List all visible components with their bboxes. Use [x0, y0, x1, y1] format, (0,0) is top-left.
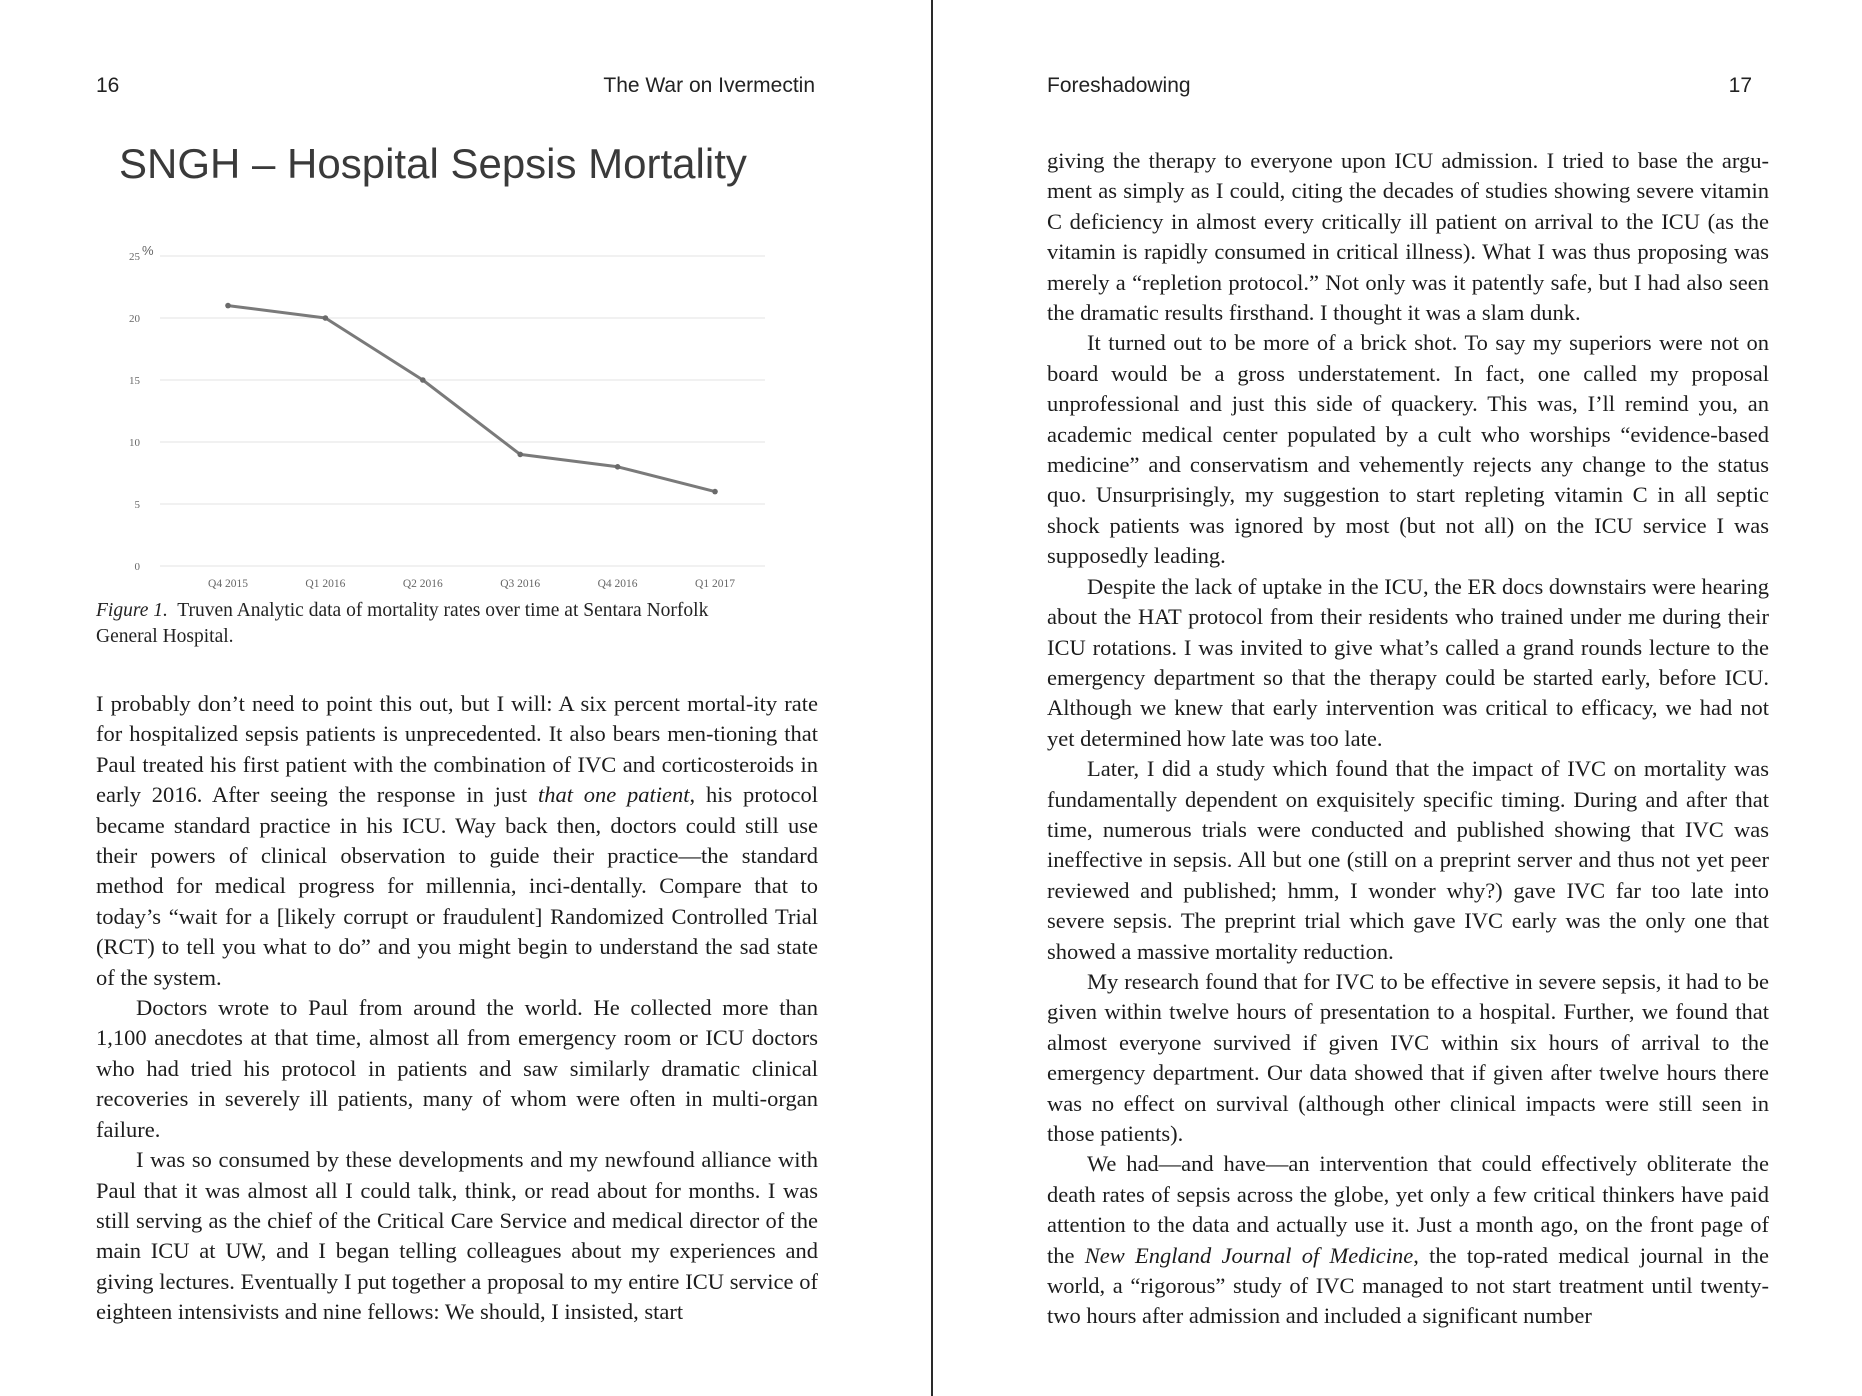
running-head-left [0, 74, 930, 104]
data-series-line [228, 306, 715, 492]
x-tick-label: Q1 2016 [305, 578, 346, 590]
running-head-right [933, 74, 1862, 104]
data-point [323, 315, 329, 321]
x-tick-label: Q3 2016 [500, 578, 541, 590]
x-tick-label: Q2 2016 [402, 578, 443, 590]
data-point [712, 489, 718, 495]
paragraph: Later, I did a study which found that the impact of IVC on mortality was fundamentally dependent on exquisitely specific timing. During and after that time, numerous trials were conducted and published showing that IVC was ineffective in sepsis. All but one (still on a preprint server and thus not yet peer reviewed and published; hmm, I wonder why?) gave IVC far too late into severe sepsis. The preprint trial which gave IVC early was the only one that showed a massive mortality reduction. [1047, 756, 1769, 964]
running-title: Foreshadowing [1047, 74, 1191, 97]
y-tick-label: 10 [129, 437, 140, 449]
mortality-line-chart [120, 228, 780, 594]
paragraph: My research found that for IVC to be effective in severe sepsis, it had to be given within twelve hours of presentation to a hospital. Further, we found that almost everyone survived if given IVC within six hours of arrival to the emergency department. Our data showed that if given after twelve hours there was no effect on survival (although other clinical impacts were still seen in those patients). [1047, 968, 1769, 1146]
emphasis-text: that one patient [537, 782, 690, 808]
y-tick-label: 25 [129, 251, 140, 263]
paragraph: Despite the lack of uptake in the ICU, the ER docs downstairs were hearing about the HAT protocol from their residents who trained under me during their ICU rotations. I was invited to give what’s called a grand rounds lecture to the emergency department so that the therapy could be started early, before ICU. Although we knew that early intervention was critical to efficacy, we had not yet determined how late was too late. [1047, 573, 1769, 751]
data-point [517, 452, 523, 458]
body-text-right [1047, 146, 1769, 1332]
data-point [225, 303, 231, 309]
paragraph [1047, 1149, 1769, 1331]
emphasis-text: New England Journal of Medicine [1084, 1242, 1414, 1268]
figure-caption-text: Truven Analytic data of mortality rates over time at Sentara Norfolk General Hospital. [96, 600, 709, 647]
figure-caption [96, 598, 766, 649]
left-page [0, 0, 930, 1396]
y-tick-label: 5 [134, 499, 140, 511]
data-point [420, 377, 426, 383]
right-page [933, 0, 1862, 1396]
paragraph: giving the therapy to everyone upon ICU admission. I tried to base the argu-ment as simply as I could, citing the decades of studies showing severe vitamin C deficiency in almost every critically ill patient on arrival to the ICU (as the vitamin is rapidly consumed in critical illness). What I was thus proposing was merely a “repletion protocol.” Not only was it patently safe, but I had also seen the dramatic results firsthand. I thought it was a slam dunk. [1047, 148, 1769, 326]
x-tick-label: Q1 2017 [695, 578, 735, 590]
running-title: The War on Ivermectin [603, 74, 815, 97]
paragraph-text: , the top-rated medical journal in the world, a “rigorous” study of IVC managed to not start treatment until twenty-two hours after admission and included a significant number [1047, 1242, 1769, 1329]
chart-title: SNGH – Hospital Sepsis Mortality [119, 140, 747, 187]
page-number: 17 [1728, 74, 1752, 97]
x-tick-label: Q4 2016 [597, 578, 638, 590]
page-number: 16 [96, 74, 120, 97]
data-point [615, 464, 621, 470]
paragraph: I was so consumed by these developments and my newfound alliance with Paul that it was almost all I could talk, think, or read about for months. I was still serving as the chief of the Critical Care Service and medical director of the main ICU at UW, and I began telling colleagues about my experiences and giving lectures. Eventually I put together a proposal to my entire ICU service of eighteen intensivists and nine fellows: We should, I insisted, start [96, 1147, 818, 1325]
paragraph: Doctors wrote to Paul from around the world. He collected more than 1,100 anecdotes at that time, almost all from emergency room or ICU doctors who had tried his protocol in patients and saw similarly dramatic clinical recoveries in severely ill patients, many of whom were often in multi-organ failure. [96, 995, 818, 1142]
x-tick-label: Q4 2015 [208, 578, 248, 590]
y-tick-label: 0 [134, 561, 140, 573]
paragraph: It turned out to be more of a brick shot. To say my superiors were not on board would be a gross understatement. In fact, one called my proposal unprofessional and just this side of quackery. This was, I’ll remind you, an academic medical center populated by a cult who worships “evidence-based medicine” and conservatism and vehemently rejects any change to the status quo. Unsurprisingly, my suggestion to start repleting vitamin C in all septic shock patients was ignored by most (but not all) on the ICU service I was supposedly leading. [1047, 330, 1769, 569]
paragraph [96, 689, 818, 993]
y-tick-label: 20 [129, 313, 140, 325]
y-axis-label: % [142, 243, 154, 258]
paragraph-text: We had—and have—an intervention that could effectively obliterate the death rates of sepsis across the globe, yet only a few critical thinkers have paid attention to the data and actually use it. Just a month ago, on the front page of the [1047, 1151, 1769, 1268]
paragraph-text: , his protocol became standard practice in his ICU. Way back then, doctors could still use their powers of clinical observation to guide their practice—the standard method for medical progress for millennia, inci-dentally. Compare that to today’s “wait for a [likely corrupt or fraudulent] Randomized Controlled Trial (RCT) to tell you what to do” and you might begin to understand the sad state of the system. [96, 782, 818, 990]
y-tick-label: 15 [129, 375, 140, 387]
body-text-left [96, 689, 818, 1328]
figure-label: Figure 1. [96, 600, 168, 621]
paragraph-text: I probably don’t need to point this out, but I will: A six percent mortal-ity rate for hospitalized sepsis patients is unprecedented. It also bears men-tioning that Paul treated his first patient with the combination of IVC and corticosteroids in early 2016. After seeing the response in just [96, 691, 818, 808]
